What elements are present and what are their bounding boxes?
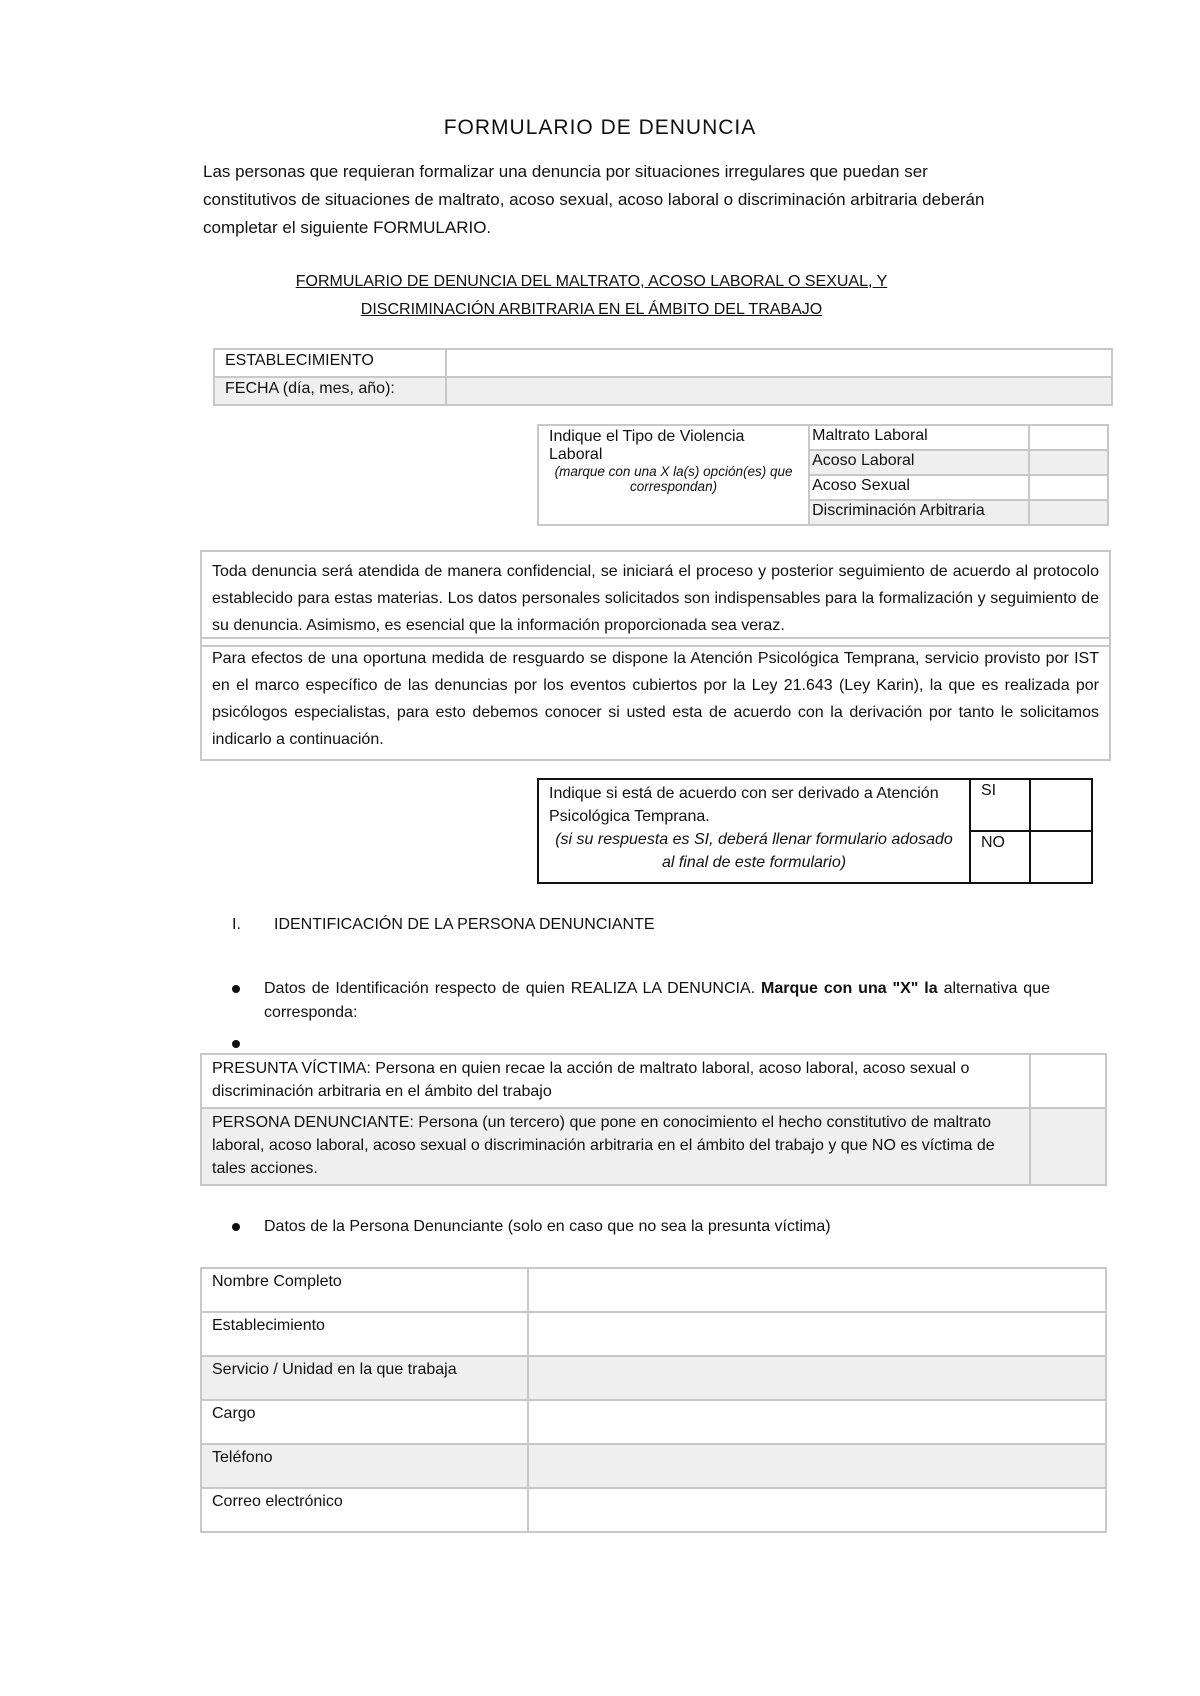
field-input[interactable] — [528, 1400, 1106, 1444]
establecimiento-field[interactable] — [446, 349, 1112, 377]
bullet-reporter-data — [232, 1215, 1050, 1239]
field-label: Teléfono — [201, 1444, 528, 1488]
violence-option: Maltrato Laboral — [809, 425, 1029, 450]
derivation-yes-label: SI — [970, 779, 1030, 831]
field-input[interactable] — [528, 1312, 1106, 1356]
bullet-icon — [232, 985, 240, 993]
violence-option-checkbox[interactable] — [1029, 500, 1108, 525]
section-title: IDENTIFICACIÓN DE LA PERSONA DENUNCIANTE — [274, 916, 655, 933]
persona-denunciante-cell — [201, 1108, 1030, 1185]
bullet-text-bold: Marque con una "X" la — [761, 980, 938, 997]
section-1-heading — [232, 916, 655, 934]
presunta-victima-cell — [201, 1054, 1030, 1108]
bullet-text-tail: alternativa que corresponda: — [264, 980, 1050, 1021]
field-input[interactable] — [528, 1356, 1106, 1400]
violence-type-table — [537, 424, 1109, 526]
field-label: Establecimiento — [201, 1312, 528, 1356]
intro-paragraph: Las personas que requieran formalizar una denuncia por situaciones irregulares que puedan ser constitutivos de situaciones de maltrato, acoso sexual, acoso laboral o discriminación arbitraria deberán completar el siguiente FORMULARIO. — [203, 162, 985, 237]
violence-option: Acoso Laboral — [809, 450, 1029, 475]
derivation-no-label: NO — [970, 831, 1030, 883]
bullet-empty — [232, 1032, 252, 1052]
field-label: Cargo — [201, 1400, 528, 1444]
bullet-text: Datos de la Persona Denunciante (solo en caso que no sea la presunta víctima) — [264, 1218, 831, 1235]
violence-option: Discriminación Arbitraria — [809, 500, 1029, 525]
form-subtitle — [203, 268, 980, 324]
establecimiento-label: ESTABLECIMIENTO — [214, 349, 446, 377]
fecha-label: FECHA (día, mes, año): — [214, 377, 446, 405]
violence-type-label-cell — [538, 425, 809, 525]
form-title: FORMULARIO DE DENUNCIA — [443, 116, 757, 139]
derivation-yes-checkbox[interactable] — [1030, 779, 1092, 831]
fecha-field[interactable] — [446, 377, 1112, 405]
presunta-victima-text: Persona en quien recae la acción de maltrato laboral, acoso laboral, acoso sexual o discriminación arbitraria en el ámbito del trabajo — [212, 1060, 970, 1100]
derivation-label-cell — [538, 779, 970, 883]
field-input[interactable] — [528, 1488, 1106, 1532]
reporter-type-table — [200, 1053, 1107, 1186]
derivation-label: Indique si está de acuerdo con ser derivado a Atención Psicológica Temprana. — [549, 785, 939, 825]
derivation-table — [537, 778, 1093, 884]
header-table — [213, 348, 1113, 406]
persona-denunciante-checkbox[interactable] — [1030, 1108, 1106, 1185]
field-input[interactable] — [528, 1444, 1106, 1488]
presunta-victima-checkbox[interactable] — [1030, 1054, 1106, 1108]
psych-attention-notice: Para efectos de una oportuna medida de resguardo se dispone la Atención Psicológica Temprana, servicio provisto por IST en el marco específico de las denuncias por los eventos cubiertos por la Ley 21.643 (Ley Karin), la que es realizada por psicólogos especialistas, para esto debemos conocer si usted esta de acuerdo con la derivación por tanto le solicitamos indicarlo a continuación. — [200, 637, 1111, 761]
bullet-icon — [232, 1040, 240, 1048]
presunta-victima-label: PRESUNTA VÍCTIMA: — [212, 1060, 371, 1077]
field-label: Nombre Completo — [201, 1268, 528, 1312]
violence-option-checkbox[interactable] — [1029, 450, 1108, 475]
bullet-text-main: Datos de Identificación respecto de quien REALIZA LA DENUNCIA. — [264, 980, 756, 997]
subtitle-line-1: FORMULARIO DE DENUNCIA DEL MALTRATO, ACOSO LABORAL O SEXUAL, Y — [295, 273, 888, 290]
derivation-no-checkbox[interactable] — [1030, 831, 1092, 883]
persona-denunciante-text: Persona (un tercero) que pone en conocimiento el hecho constitutivo de maltrato laboral, acoso laboral, acoso sexual o discriminación arbitraria en el ámbito del trabajo y que NO es víctima de tales acciones. — [212, 1114, 995, 1177]
violence-option-checkbox[interactable] — [1029, 425, 1108, 450]
derivation-note: (si su respuesta es SI, deberá llenar formulario adosado al final de este formulario) — [555, 831, 953, 871]
confidential-notice: Toda denuncia será atendida de manera confidencial, se iniciará el proceso y posterior seguimiento de acuerdo al protocolo establecido para estas materias. Los datos personales solicitados son indispensables para la formalización y seguimiento de su denuncia. Asimismo, es esencial que la información proporcionada sea veraz. — [200, 550, 1111, 647]
field-input[interactable] — [528, 1268, 1106, 1312]
persona-denunciante-label: PERSONA DENUNCIANTE: — [212, 1114, 414, 1131]
violence-type-note: (marque con una X la(s) opción(es) que correspondan) — [554, 464, 793, 494]
bullet-identification — [232, 977, 1050, 1025]
violence-option-checkbox[interactable] — [1029, 475, 1108, 500]
reporter-data-table — [200, 1267, 1107, 1533]
bullet-text — [264, 977, 1050, 1025]
field-label: Servicio / Unidad en la que trabaja — [201, 1356, 528, 1400]
field-label: Correo electrónico — [201, 1488, 528, 1532]
section-number: I. — [232, 916, 241, 933]
violence-option: Acoso Sexual — [809, 475, 1029, 500]
bullet-icon — [232, 1223, 240, 1231]
violence-type-label: Indique el Tipo de Violencia Laboral — [549, 428, 745, 463]
subtitle-line-2: DISCRIMINACIÓN ARBITRARIA EN EL ÁMBITO DEL TRABAJO — [360, 301, 823, 318]
